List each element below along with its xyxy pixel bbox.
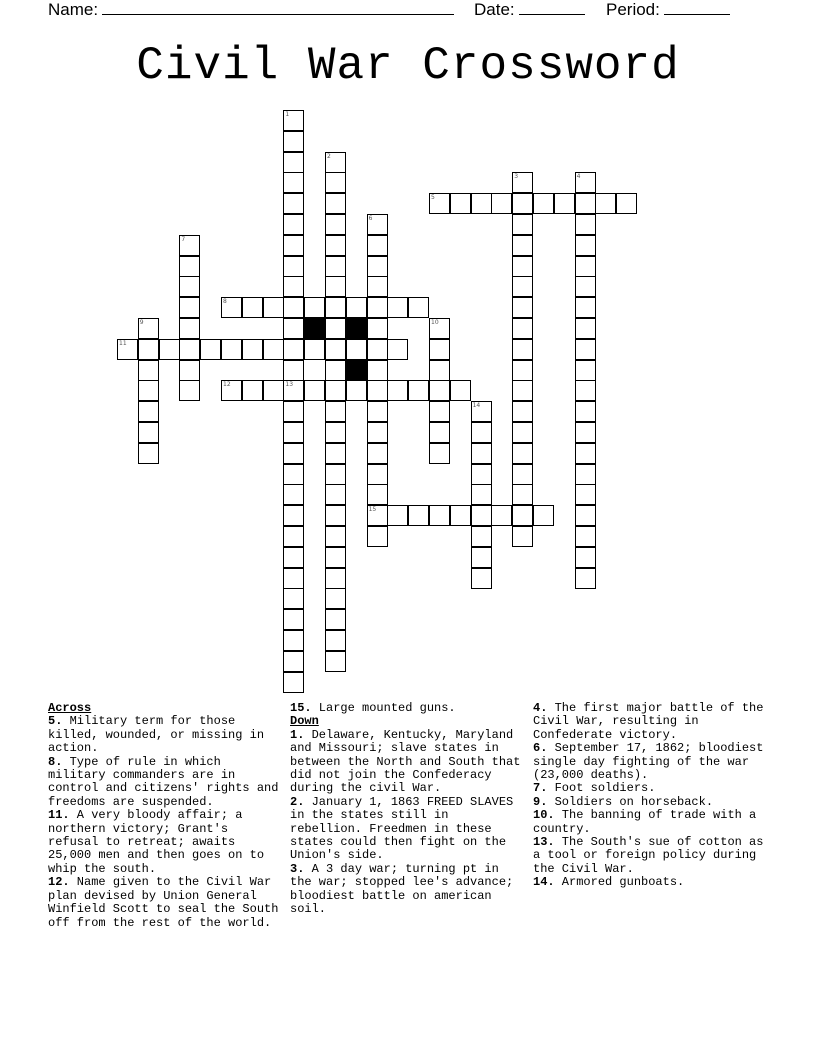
- crossword-cell[interactable]: [512, 401, 533, 422]
- clue-number: 12: [223, 381, 231, 389]
- crossword-cell[interactable]: [575, 443, 596, 464]
- crossword-cell[interactable]: [533, 193, 554, 214]
- name-label: Name:: [48, 0, 99, 19]
- crossword-cell[interactable]: [138, 443, 159, 464]
- crossword-cell[interactable]: [283, 547, 304, 568]
- crossword-cell[interactable]: [575, 214, 596, 235]
- crossword-cell[interactable]: [575, 276, 596, 297]
- clue-number: 14: [472, 402, 481, 410]
- crossword-cell[interactable]: [471, 526, 492, 547]
- crossword-cell[interactable]: [575, 484, 596, 505]
- crossword-cell[interactable]: [408, 380, 429, 401]
- clue-number: 11: [119, 339, 127, 347]
- crossword-cell[interactable]: [283, 443, 304, 464]
- crossword-cell[interactable]: [554, 193, 575, 214]
- crossword-cell[interactable]: [283, 568, 304, 589]
- crossword-cell[interactable]: [325, 505, 346, 526]
- crossword-cell[interactable]: [325, 630, 346, 651]
- crossword-cell[interactable]: [221, 339, 242, 360]
- crossword-cell[interactable]: [512, 235, 533, 256]
- crossword-cell[interactable]: [512, 484, 533, 505]
- clue-down-4: 4. The first major battle of the Civil War, resulting in Confederate victory.: [533, 701, 764, 742]
- crossword-cell[interactable]: [283, 110, 304, 131]
- crossword-cell[interactable]: [491, 193, 512, 214]
- crossword-cell[interactable]: [367, 443, 388, 464]
- clue-number: 5: [431, 194, 435, 202]
- crossword-cell[interactable]: [575, 380, 596, 401]
- crossword-cell[interactable]: [429, 422, 450, 443]
- crossword-cell[interactable]: [283, 276, 304, 297]
- crossword-cell[interactable]: [408, 505, 429, 526]
- crossword-cell[interactable]: [471, 568, 492, 589]
- crossword-cell[interactable]: [575, 172, 596, 193]
- crossword-cell[interactable]: [595, 193, 616, 214]
- crossword-cell[interactable]: [179, 380, 200, 401]
- crossword-cell[interactable]: [325, 651, 346, 672]
- crossword-cell[interactable]: [471, 505, 492, 526]
- crossword-cell[interactable]: [429, 380, 450, 401]
- crossword-cell[interactable]: [325, 276, 346, 297]
- crossword-cell[interactable]: [408, 297, 429, 318]
- crossword-cell[interactable]: [512, 464, 533, 485]
- clue-number: 4: [576, 173, 581, 181]
- crossword-cell[interactable]: [429, 339, 450, 360]
- crossword-cell[interactable]: [325, 360, 346, 381]
- crossword-cell[interactable]: [575, 526, 596, 547]
- clues-column-1: [48, 702, 280, 930]
- crossword-cell[interactable]: [575, 297, 596, 318]
- clue-across-11: 11. A very bloody affair; a northern victory; Grant's refusal to retreat; awaits 25,000 men and then goes on to whip the south.: [48, 808, 265, 876]
- crossword-cell[interactable]: [512, 339, 533, 360]
- crossword-cell[interactable]: [283, 152, 304, 173]
- crossword-cell[interactable]: [283, 193, 304, 214]
- clue-down-9: 9. Soldiers on horseback.: [533, 794, 714, 809]
- clue-across-15: 15. Large mounted guns.: [290, 701, 456, 715]
- crossword-cell[interactable]: [325, 297, 346, 318]
- crossword-cell[interactable]: [325, 588, 346, 609]
- clue-number: 9: [139, 319, 144, 326]
- crossword-cell[interactable]: [304, 380, 325, 401]
- crossword-cell[interactable]: [367, 235, 388, 256]
- crossword-cell[interactable]: [325, 339, 346, 360]
- clue-number: 3: [514, 173, 519, 181]
- crossword-cell[interactable]: [575, 547, 596, 568]
- crossword-cell[interactable]: [450, 193, 471, 214]
- crossword-cell[interactable]: [283, 609, 304, 630]
- crossword-cell[interactable]: [512, 214, 533, 235]
- crossword-cell[interactable]: [450, 380, 471, 401]
- crossword-cell[interactable]: [429, 193, 450, 214]
- crossword-cell[interactable]: [325, 609, 346, 630]
- crossword-cell[interactable]: [367, 339, 388, 360]
- crossword-cell[interactable]: [179, 256, 200, 277]
- crossword-cell[interactable]: [429, 505, 450, 526]
- clue-across-8: 8. Type of rule in which military commanders are in control and citizens' rights and freedoms are suspended.: [48, 754, 279, 809]
- crossword-cell[interactable]: [575, 568, 596, 589]
- crossword-cell[interactable]: [283, 172, 304, 193]
- crossword-cell[interactable]: [471, 422, 492, 443]
- crossword-cell[interactable]: [283, 422, 304, 443]
- crossword-cell[interactable]: [575, 360, 596, 381]
- crossword-cell[interactable]: [263, 380, 284, 401]
- crossword-cell[interactable]: [159, 339, 180, 360]
- crossword-cell[interactable]: [138, 360, 159, 381]
- crossword-cell[interactable]: [367, 318, 388, 339]
- crossword-cell[interactable]: [283, 297, 304, 318]
- crossword-cell[interactable]: [450, 505, 471, 526]
- crossword-cell[interactable]: [242, 380, 263, 401]
- clue-down-10: 10. The banning of trade with a country.: [533, 808, 757, 836]
- crossword-cell[interactable]: [367, 464, 388, 485]
- crossword-cell[interactable]: [387, 297, 408, 318]
- crossword-cell[interactable]: [575, 193, 596, 214]
- crossword-cell[interactable]: [512, 380, 533, 401]
- crossword-cell[interactable]: [304, 339, 325, 360]
- crossword-cell[interactable]: [512, 318, 533, 339]
- crossword-cell[interactable]: [346, 339, 367, 360]
- blocked-cell: [304, 318, 325, 339]
- crossword-cell[interactable]: [471, 193, 492, 214]
- crossword-cell[interactable]: [283, 505, 304, 526]
- crossword-cell[interactable]: [283, 526, 304, 547]
- crossword-cell[interactable]: [263, 297, 284, 318]
- blocked-cell: [346, 318, 367, 339]
- across-heading: Across: [48, 701, 92, 715]
- crossword-cell[interactable]: [283, 672, 304, 693]
- clue-number: 1: [285, 111, 290, 118]
- crossword-cell[interactable]: [179, 339, 200, 360]
- clue-down-2: 2. January 1, 1863 FREED SLAVES in the states still in rebellion. Freedmen in these states could then fight on the Union's side.: [290, 794, 514, 863]
- crossword-cell[interactable]: [283, 131, 304, 152]
- crossword-cell[interactable]: [575, 339, 596, 360]
- crossword-cell[interactable]: [179, 235, 200, 256]
- crossword-cell[interactable]: [575, 318, 596, 339]
- crossword-cell[interactable]: [616, 193, 637, 214]
- clue-number: 10: [431, 319, 439, 326]
- clue-across-5: 5. Military term for those killed, wounded, or missing in action.: [48, 714, 265, 756]
- crossword-cell[interactable]: [117, 339, 138, 360]
- crossword-cell[interactable]: [471, 443, 492, 464]
- crossword-cell[interactable]: [367, 484, 388, 505]
- clue-number: 15: [368, 506, 377, 514]
- crossword-cell[interactable]: [429, 401, 450, 422]
- crossword-cell[interactable]: [512, 526, 533, 547]
- crossword-cell[interactable]: [367, 214, 388, 235]
- crossword-cell[interactable]: [200, 339, 221, 360]
- crossword-cell[interactable]: [512, 360, 533, 381]
- crossword-cell[interactable]: [325, 214, 346, 235]
- crossword-cell[interactable]: [575, 464, 596, 485]
- crossword-cell[interactable]: [575, 422, 596, 443]
- crossword-cell[interactable]: [283, 318, 304, 339]
- page-title: Civil War Crossword: [136, 40, 680, 92]
- crossword-cell[interactable]: [283, 256, 304, 277]
- crossword-cell[interactable]: [138, 339, 159, 360]
- crossword-cell[interactable]: [242, 297, 263, 318]
- crossword-cell[interactable]: [367, 401, 388, 422]
- crossword-cell[interactable]: [283, 464, 304, 485]
- crossword-cell[interactable]: [325, 256, 346, 277]
- crossword-cell[interactable]: [283, 235, 304, 256]
- crossword-cell[interactable]: [346, 380, 367, 401]
- crossword-cell[interactable]: [429, 360, 450, 381]
- clue-down-1: 1. Delaware, Kentucky, Maryland and Missouri; slave states in between the North and South that did not join the Confederacy during the civil War.: [290, 727, 521, 796]
- crossword-cell[interactable]: [263, 339, 284, 360]
- crossword-cell[interactable]: [304, 297, 325, 318]
- crossword-cell[interactable]: [367, 380, 388, 401]
- crossword-cell[interactable]: [325, 235, 346, 256]
- crossword-cell[interactable]: [325, 526, 346, 547]
- crossword-cell[interactable]: [429, 443, 450, 464]
- clue-number: 7: [181, 235, 186, 243]
- crossword-cell[interactable]: [512, 256, 533, 277]
- clue-down-14: 14. Armored gunboats.: [533, 875, 685, 890]
- crossword-cell[interactable]: [387, 339, 408, 360]
- crossword-cell[interactable]: [179, 297, 200, 318]
- crossword-cell[interactable]: [367, 422, 388, 443]
- crossword-cell[interactable]: [325, 401, 346, 422]
- crossword-cell[interactable]: [575, 401, 596, 422]
- crossword-cell[interactable]: [325, 193, 346, 214]
- crossword-cell[interactable]: [471, 484, 492, 505]
- crossword-cell[interactable]: [283, 339, 304, 360]
- crossword-cell[interactable]: [575, 505, 596, 526]
- crossword-cell[interactable]: [221, 297, 242, 318]
- crossword-cell[interactable]: [512, 443, 533, 464]
- crossword-cell[interactable]: [283, 651, 304, 672]
- crossword-cell[interactable]: [367, 256, 388, 277]
- crossword-cell[interactable]: [512, 172, 533, 193]
- crossword-cell[interactable]: [138, 401, 159, 422]
- crossword-cell[interactable]: [512, 505, 533, 526]
- crossword-cell[interactable]: [491, 505, 512, 526]
- crossword-cell[interactable]: [325, 568, 346, 589]
- crossword-cell[interactable]: [283, 484, 304, 505]
- clue-down-13: 13. The South's sue of cotton as a tool or foreign policy during the Civil War.: [533, 835, 764, 876]
- crossword-cell[interactable]: [138, 422, 159, 443]
- clues-column-3: [533, 702, 773, 890]
- crossword-cell[interactable]: [471, 401, 492, 422]
- crossword-cell[interactable]: [512, 193, 533, 214]
- crossword-cell[interactable]: [367, 526, 388, 547]
- crossword-cell[interactable]: [325, 172, 346, 193]
- crossword-cell[interactable]: [512, 422, 533, 443]
- crossword-cell[interactable]: [325, 484, 346, 505]
- crossword-cell[interactable]: [283, 588, 304, 609]
- clues-column-2: [290, 702, 526, 917]
- blocked-cell: [346, 360, 367, 381]
- crossword-cell[interactable]: [325, 443, 346, 464]
- crossword-cell[interactable]: [387, 380, 408, 401]
- crossword-cell[interactable]: [283, 380, 304, 401]
- clue-down-6: 6. September 17, 1862; bloodiest single day fighting of the war (23,000 deaths).: [533, 741, 764, 783]
- crossword-cell[interactable]: [325, 380, 346, 401]
- crossword-cell[interactable]: [283, 214, 304, 235]
- crossword-cell[interactable]: [471, 547, 492, 568]
- crossword-cell[interactable]: [283, 630, 304, 651]
- clue-across-12: 12. Name given to the Civil War plan devised by Union General Winfield Scott to seal the South off from the rest of the world.: [48, 875, 279, 930]
- crossword-cell[interactable]: [346, 297, 367, 318]
- crossword-cell[interactable]: [221, 380, 242, 401]
- clue-number: 6: [368, 215, 373, 222]
- crossword-cell[interactable]: [283, 401, 304, 422]
- clue-number: 13: [285, 381, 294, 389]
- crossword-cell[interactable]: [387, 505, 408, 526]
- crossword-cell[interactable]: [512, 297, 533, 318]
- crossword-cell[interactable]: [325, 422, 346, 443]
- crossword-cell[interactable]: [471, 464, 492, 485]
- crossword-cell[interactable]: [575, 256, 596, 277]
- period-label: Period:: [606, 0, 660, 19]
- crossword-cell[interactable]: [179, 318, 200, 339]
- crossword-cell[interactable]: [367, 505, 388, 526]
- clue-number: 2: [327, 152, 331, 160]
- crossword-cell[interactable]: [179, 276, 200, 297]
- clue-number: 8: [223, 298, 227, 306]
- crossword-cell[interactable]: [512, 276, 533, 297]
- crossword-cell[interactable]: [533, 505, 554, 526]
- crossword-cell[interactable]: [367, 297, 388, 318]
- crossword-cell[interactable]: [429, 318, 450, 339]
- crossword-cell[interactable]: [138, 318, 159, 339]
- crossword-cell[interactable]: [325, 152, 346, 173]
- crossword-cell[interactable]: [179, 360, 200, 381]
- crossword-cell[interactable]: [242, 339, 263, 360]
- clue-down-7: 7. Foot soldiers.: [533, 781, 656, 796]
- date-label: Date:: [474, 0, 515, 19]
- crossword-cell[interactable]: [575, 235, 596, 256]
- crossword-cell[interactable]: [367, 276, 388, 297]
- crossword-cell[interactable]: [325, 464, 346, 485]
- crossword-cell[interactable]: [367, 360, 388, 381]
- crossword-cell[interactable]: [138, 380, 159, 401]
- crossword-cell[interactable]: [325, 547, 346, 568]
- clue-down-3: 3. A 3 day war; turning pt in the war; stopped lee's advance; bloodiest battle on american soil.: [290, 861, 514, 917]
- crossword-cell[interactable]: [325, 318, 346, 339]
- down-heading: Down: [290, 714, 319, 729]
- crossword-cell[interactable]: [283, 360, 304, 381]
